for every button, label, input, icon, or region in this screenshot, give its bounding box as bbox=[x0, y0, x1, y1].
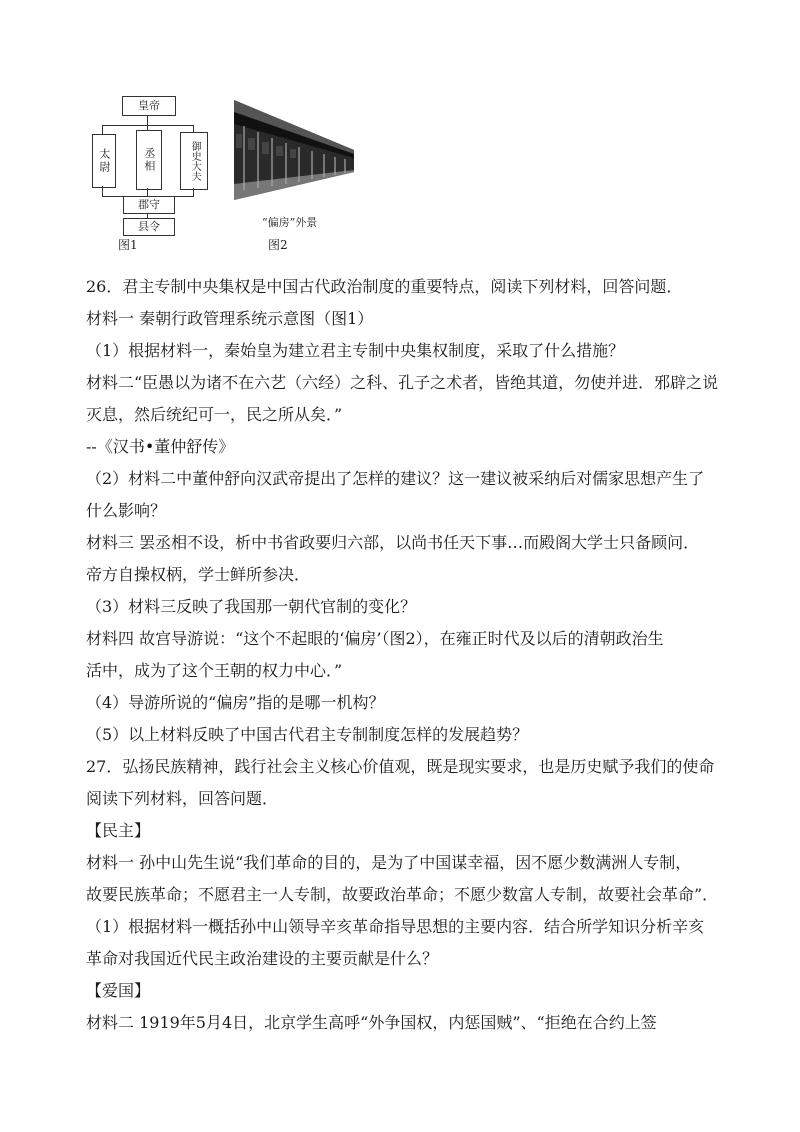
text-line: 26．君主专制中央集权是中国古代政治制度的重要特点，阅读下列材料，回答问题． bbox=[86, 277, 683, 296]
figure1-caption: 图1 bbox=[118, 238, 138, 252]
text-line: （4）导游所说的“偏房”指的是哪一机构？ bbox=[86, 693, 385, 712]
qin-admin-diagram bbox=[92, 96, 232, 251]
diagram-box-county: 县令 bbox=[123, 218, 175, 236]
diagram-label-chancellor: 丞相 bbox=[142, 147, 156, 173]
figure2-caption: 图2 bbox=[268, 238, 288, 252]
text-line: （1）根据材料一概括孙中山领导辛亥革命指导思想的主要内容．结合所学知识分析辛亥 bbox=[86, 917, 705, 936]
text-line: 材料四 故宫导游说：“这个不起眼的‘偏房’（图2），在雍正时代及以后的清朝政治生 bbox=[86, 629, 664, 648]
text-line: 材料一 孙中山先生说“我们革命的目的，是为了中国谋幸福，因不愿少数满洲人专制， bbox=[86, 853, 692, 872]
corridor-photo-icon bbox=[234, 100, 354, 210]
text-line: （3）材料三反映了我国那一朝代官制的变化？ bbox=[86, 597, 417, 616]
diagram-label-yushi: 御史大夫 bbox=[189, 141, 201, 181]
diagram-label-taiwei: 太尉 bbox=[97, 148, 111, 174]
text-line: 材料三 罢丞相不设，析中书省政要归六部，以尚书任天下事…而殿阁大学士只备顾问． bbox=[86, 533, 700, 552]
text-line: 【爱国】 bbox=[86, 981, 151, 1000]
text-line: 材料二 1919年5月4日，北京学生高呼“外争国权，内惩国贼”、“拒绝在合约上签 bbox=[86, 1013, 657, 1032]
text-line: 27．弘扬民族精神，践行社会主义核心价值观，既是现实要求，也是历史赋予我们的使命 bbox=[86, 757, 715, 776]
diagram-box-emperor: 皇帝 bbox=[122, 96, 176, 116]
text-line: （1）根据材料一，秦始皇为建立君主专制中央集权制度，采取了什么措施？ bbox=[86, 341, 625, 360]
text-line: 材料二“臣愚以为诸不在六艺（六经）之科、孔子之术者，皆绝其道，勿使并进．邪辟之说 bbox=[86, 373, 719, 392]
text-line: 活中，成为了这个王朝的权力中心．” bbox=[86, 661, 343, 680]
text-line: 什么影响？ bbox=[86, 501, 167, 520]
text-line: 灭息，然后统纪可一，民之所从矣．” bbox=[86, 405, 343, 424]
text-line: （2）材料二中董仲舒向汉武帝提出了怎样的建议？这一建议被采纳后对儒家思想产生了 bbox=[86, 469, 705, 488]
text-line: 帝方自操权柄，学士鲜所参决． bbox=[86, 565, 311, 584]
diagram-box-chancellor bbox=[136, 130, 162, 190]
text-line: 【民主】 bbox=[86, 821, 151, 840]
text-line: （5）以上材料反映了中国古代君主专制制度怎样的发展趋势？ bbox=[86, 725, 529, 744]
text-line: 材料一 秦朝行政管理系统示意图（图1） bbox=[86, 309, 374, 328]
diagram-box-taiwei bbox=[92, 134, 116, 188]
text-line: --《汉书•董仲舒传》 bbox=[86, 437, 235, 456]
diagram-box-yushi bbox=[180, 132, 208, 190]
photo-label: “偏房”外景 bbox=[262, 216, 318, 229]
text-line: 故要民族革命；不愿君主一人专制，故要政治革命；不愿少数富人专制，故要社会革命”． bbox=[86, 885, 719, 904]
diagram-box-commandery: 郡守 bbox=[123, 196, 175, 214]
text-line: 阅读下列材料，回答问题． bbox=[86, 789, 279, 808]
side-hall-photo bbox=[234, 100, 354, 229]
text-line: 革命对我国近代民主政治建设的主要贡献是什么？ bbox=[86, 949, 439, 968]
